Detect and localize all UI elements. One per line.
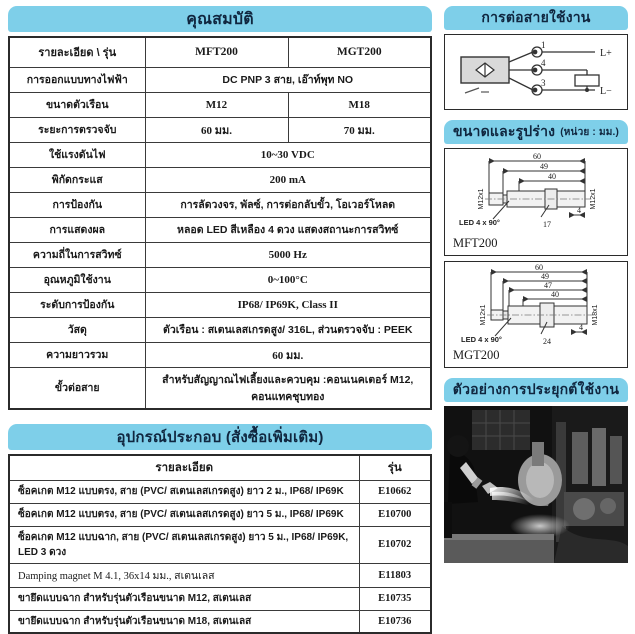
arrow-left-49 [503,168,509,174]
spec-row-value-1: 60 มม. [145,117,288,142]
table-row [9,317,431,342]
table-row [9,503,431,526]
spec-row-value: 200 mA [145,167,431,192]
dim-label-40: 40 [548,172,556,181]
spec-row-label: ความยาวรวม [9,342,145,367]
dimension-model-name-mft200: MFT200 [453,236,497,251]
table-row-header [9,455,431,481]
dim-label-60: 60 [535,263,543,272]
dim-label-4: 4 [577,206,581,215]
arrow-left-60 [491,269,497,275]
table-row [9,92,431,117]
arrow-left-40 [523,296,529,302]
table-row [9,342,431,367]
dimensions-unit: (หน่วย : มม.) [560,125,619,140]
spec-row-value: หลอด LED สีเหลือง 4 ดวง แสดงสถานะการสวิทซ์ [145,217,431,242]
spec-row-value: IP68/ IP69K, Class II [145,292,431,317]
specifications-body [9,37,431,409]
spec-row-label: อุณหภูมิใช้งาน [9,267,145,292]
table-row [9,142,431,167]
spec-row-label: ขนาดตัวเรือน [9,92,145,117]
arrow-left-49 [503,278,509,284]
accessory-description: Damping magnet M 4.1, 36x14 มม., สเตนเลส [9,563,359,587]
dimensions-header [444,120,628,144]
dim-label-4: 4 [579,323,583,332]
spacer [444,368,628,378]
accessories-thead [9,455,431,481]
table-row [9,587,431,610]
specifications-table [8,36,432,410]
left-column [8,6,432,634]
accessories-table [8,454,432,634]
terminal-1-dot-icon [533,50,538,55]
spec-header-model-1: MFT200 [145,37,288,67]
wiring-diagram-panel [444,34,628,110]
table-row [9,117,431,142]
spec-row-value: DC PNP 3 สาย, เอ๊าท์พุท NO [145,67,431,92]
arrow-left-60 [489,158,495,164]
table-row [9,217,431,242]
wiring-diagram [445,35,627,109]
thread-label-right: M12x1 [590,188,597,209]
leader-led [495,318,511,336]
table-row [9,242,431,267]
wrench-size-label: 24 [543,337,551,346]
right-column [444,6,628,563]
spec-row-value: 60 มม. [145,342,431,367]
supply-positive-label: L+ [600,48,612,59]
thread-label-right: M18x1 [592,304,599,325]
accessories-col-description: รายละเอียด [9,455,359,481]
spec-header-model-2: MGT200 [288,37,431,67]
terminal-4-dot-icon [533,68,538,73]
led-note: LED 4 x 90° [461,335,502,344]
spec-row-label: พิกัดกระแส [9,167,145,192]
wiring-title: การต่อสายใช้งาน [481,7,590,29]
arrow-right-60 [579,158,585,164]
spec-row-value: 0~100°C [145,267,431,292]
pin-3-label: 3 [541,78,546,88]
spec-row-value: การลัดวงจร, พัลซ์, การต่อกลับขั้ว, โอเวอร์โหลด [145,192,431,217]
application-title: ตัวอย่างการประยุกต์ใช้งาน [453,379,619,401]
dim-label-60: 60 [533,152,541,161]
spec-row-value-2: 70 มม. [288,117,431,142]
spec-row-label: ระยะการตรวจจับ [9,117,145,142]
accessory-description: ขายึดแบบฉาก สำหรับรุ่นตัวเรือนขนาด M18, สเตนเลส [9,610,359,633]
spec-row-value: ตัวเรือน : สเตนเลสเกรดสูง/ 316L, ส่วนตรวจจับ : PEEK [145,317,431,342]
application-photo [444,406,628,563]
arrow-left-47 [509,287,515,293]
spec-row-label: การออกแบบทางไฟฟ้า [9,67,145,92]
specifications-header [8,6,432,32]
application-photo-image [444,406,628,563]
arrow-right-60 [581,269,587,275]
table-row [9,292,431,317]
table-row [9,367,431,409]
spec-row-label: การป้องกัน [9,192,145,217]
arrow-right-49 [581,278,587,284]
application-header [444,378,628,402]
spec-row-value-1: M12 [145,92,288,117]
table-row [9,167,431,192]
dim-label-47: 47 [544,281,552,290]
load-resistor-icon [575,75,599,86]
accessory-model: E10702 [359,526,431,563]
table-row [9,267,431,292]
dimension-panel-mgt200 [444,261,628,368]
accessory-description: ซ็อคเกต M12 แบบตรง, สาย (PVC/ สเตนเลสเกรดสูง) ยาว 2 ม., IP68/ IP69K [9,480,359,503]
table-row [9,610,431,633]
specifications-title: คุณสมบัติ [186,7,254,32]
accessory-description: ขายึดแบบฉาก สำหรับรุ่นตัวเรือนขนาด M12, สเตนเลส [9,587,359,610]
accessory-model: E10735 [359,587,431,610]
pin-1-label: 1 [541,40,546,50]
wire-3 [509,78,533,90]
led-note: LED 4 x 90° [459,218,500,227]
dimension-drawing-mft200 [445,149,625,235]
arrow-left-40 [519,178,525,184]
arrow-right-40 [579,178,585,184]
spec-row-label: ระดับการป้องกัน [9,292,145,317]
spec-row-value: 5000 Hz [145,242,431,267]
spec-row-value-2: M18 [288,92,431,117]
dim-label-40: 40 [551,290,559,299]
arrow-right-40 [581,296,587,302]
wrench-size-label: 17 [543,220,551,229]
dim-label-49: 49 [540,162,548,171]
table-row [9,480,431,503]
spec-row-label: ขั้วต่อสาย [9,367,145,409]
spec-row-label: การแสดงผล [9,217,145,242]
thread-label-left: M12x1 [480,304,487,325]
accessory-model: E11803 [359,563,431,587]
supply-negative-label: L− [600,86,612,97]
spec-row-value: สำหรับสัญญาณไฟเลี้ยงและควบคุม :คอนเนคเตอร์ M12, คอนแทคชุบทอง [145,367,431,409]
accessory-model: E10700 [359,503,431,526]
dim-label-49: 49 [541,272,549,281]
table-row [9,526,431,563]
terminal-3-dot-icon [533,88,538,93]
spec-row-label: ความถี่ในการสวิทซ์ [9,242,145,267]
spec-header-label: รายละเอียด \ รุ่น [9,37,145,67]
accessory-description: ซ็อคเกต M12 แบบตรง, สาย (PVC/ สเตนเลสเกรดสูง) ยาว 5 ม., IP68/ IP69K [9,503,359,526]
accessory-model: E10736 [359,610,431,633]
accessories-header [8,424,432,450]
spec-row-label: วัสดุ [9,317,145,342]
table-row [9,67,431,92]
spec-row-value: 10~30 VDC [145,142,431,167]
dimension-model-name-mgt200: MGT200 [453,348,500,363]
wire-1 [509,52,533,62]
wiring-header [444,6,628,30]
accessories-body [9,480,431,633]
dimension-drawing-mgt200 [445,262,625,348]
spacer [444,110,628,120]
pin-4-label: 4 [541,58,546,68]
table-row [9,563,431,587]
accessory-description: ซ็อคเกต M12 แบบฉาก, สาย (PVC/ สเตนเลสเกรดสูง) ยาว 5 ม., IP68/ IP69K, LED 3 ดวง [9,526,359,563]
thread-label-left: M12x1 [478,188,485,209]
dimension-panel-mft200 [444,148,628,256]
dimensions-title: ขนาดและรูปร่าง [453,121,555,143]
table-row-header [9,37,431,67]
arrow-right-49 [579,168,585,174]
switch-mark-icon [465,88,479,93]
arrow-left-4 [569,212,575,218]
table-row [9,192,431,217]
accessories-col-model: รุ่น [359,455,431,481]
accessories-section [8,424,432,634]
arrow-right-47 [581,287,587,293]
spec-row-label: ใช้แรงดันไฟ [9,142,145,167]
accessories-title: อุปกรณ์ประกอบ (สั่งซื้อเพิ่มเติม) [116,425,323,449]
arrow-left-4 [571,329,577,335]
accessory-model: E10662 [359,480,431,503]
